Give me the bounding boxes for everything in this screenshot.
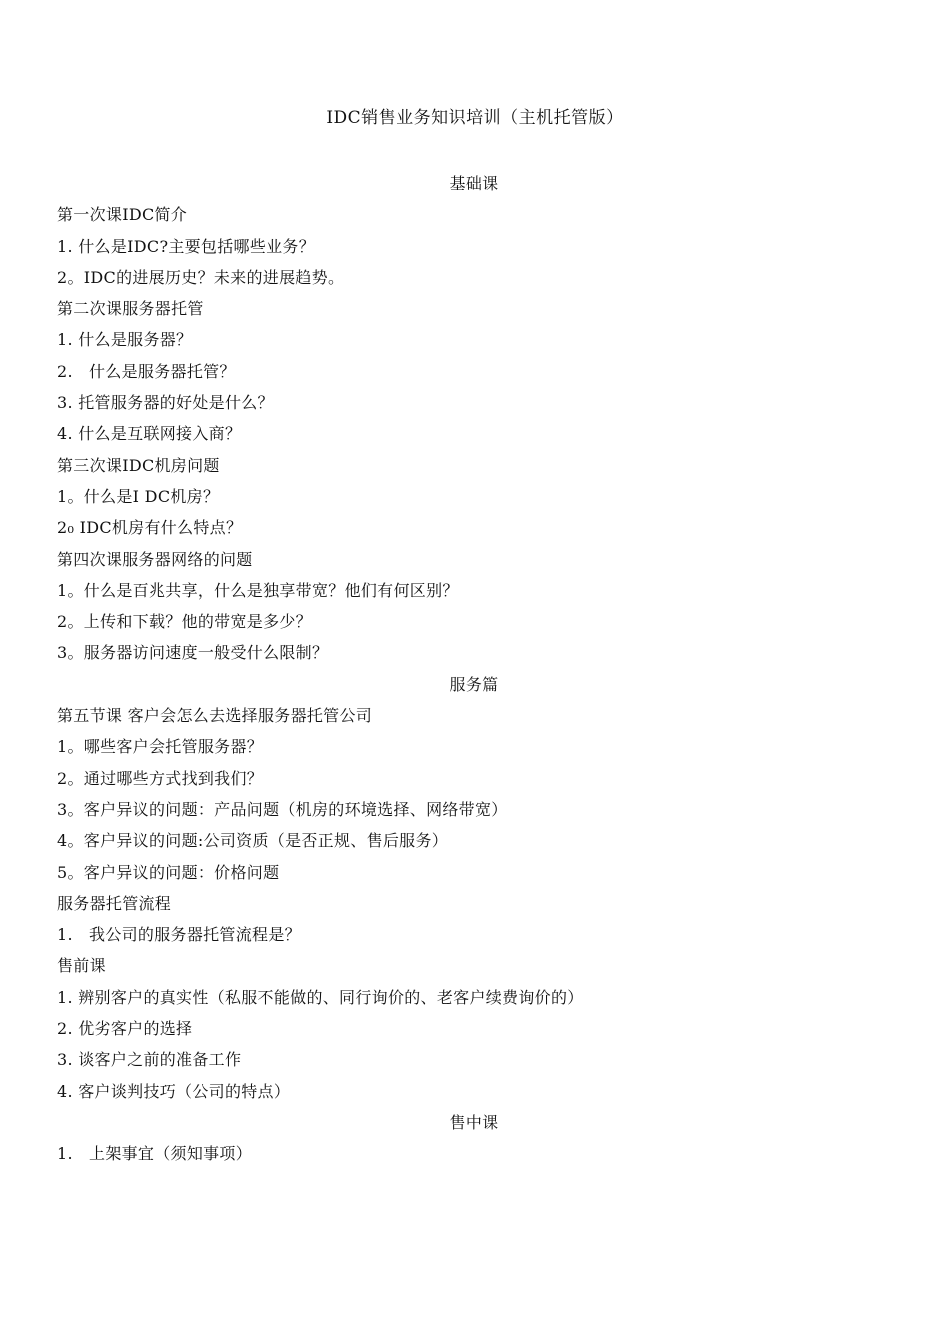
document-line: 第一次课IDC简介: [57, 205, 188, 225]
document-line: 1. 辨别客户的真实性（私服不能做的、同行询价的、老客户续费询价的）: [57, 987, 584, 1007]
document-line: 2. 优劣客户的选择: [57, 1019, 193, 1039]
document-line: 2。上传和下载？他的带宽是多少？: [57, 612, 312, 632]
document-line: 4. 什么是互联网接入商？: [57, 424, 242, 444]
document-line: 第五节课 客户会怎么去选择服务器托管公司: [57, 706, 373, 726]
document-line: 第三次课IDC机房问题: [57, 455, 220, 475]
document-line: 2。IDC的进展历史？未来的进展趋势。: [57, 267, 345, 287]
section-heading: 售中课: [449, 1112, 499, 1132]
document-line: 1. 我公司的服务器托管流程是？: [57, 925, 301, 945]
section-heading: 基础课: [449, 174, 499, 193]
document-line: 1. 什么是IDC?主要包括哪些业务？: [57, 236, 316, 256]
document-line: 1。什么是百兆共享，什么是独享带宽？他们有何区别？: [57, 580, 459, 600]
document-title: IDC销售业务知识培训（主机托管版）: [326, 108, 624, 128]
document-line: 1。什么是I DC机房？: [57, 486, 220, 506]
document-line: 1。哪些客户会托管服务器？: [57, 737, 264, 757]
document-line: 3。服务器访问速度一般受什么限制？: [57, 643, 329, 663]
document-line: 5。客户异议的问题：价格问题: [57, 862, 280, 882]
document-line: 4. 客户谈判技巧（公司的特点）: [57, 1081, 291, 1101]
document-line: 售前课: [57, 956, 106, 976]
document-line: 1. 上架事宜（须知事项）: [57, 1144, 253, 1164]
document-body: [57, 168, 897, 1170]
section-heading: 服务篇: [449, 674, 499, 694]
document-line: 2. 什么是服务器托管？: [57, 361, 236, 381]
document-line: 3. 谈客户之前的准备工作: [57, 1050, 242, 1070]
document-line: 服务器托管流程: [57, 893, 172, 913]
document-line: 2。通过哪些方式找到我们？: [57, 768, 264, 788]
document-line: 4。客户异议的问题:公司资质（是否正规、售后服务）: [57, 831, 449, 851]
document-line: 1. 什么是服务器？: [57, 330, 193, 350]
document-line: 3. 托管服务器的好处是什么？: [57, 393, 274, 413]
document-line: 第二次课服务器托管: [57, 299, 204, 319]
document-line: 2₀ IDC机房有什么特点？: [57, 518, 243, 538]
document-line: 3。客户异议的问题：产品问题（机房的环境选择、网络带宽）: [57, 799, 508, 819]
document-line: 第四次课服务器网络的问题: [57, 549, 253, 569]
